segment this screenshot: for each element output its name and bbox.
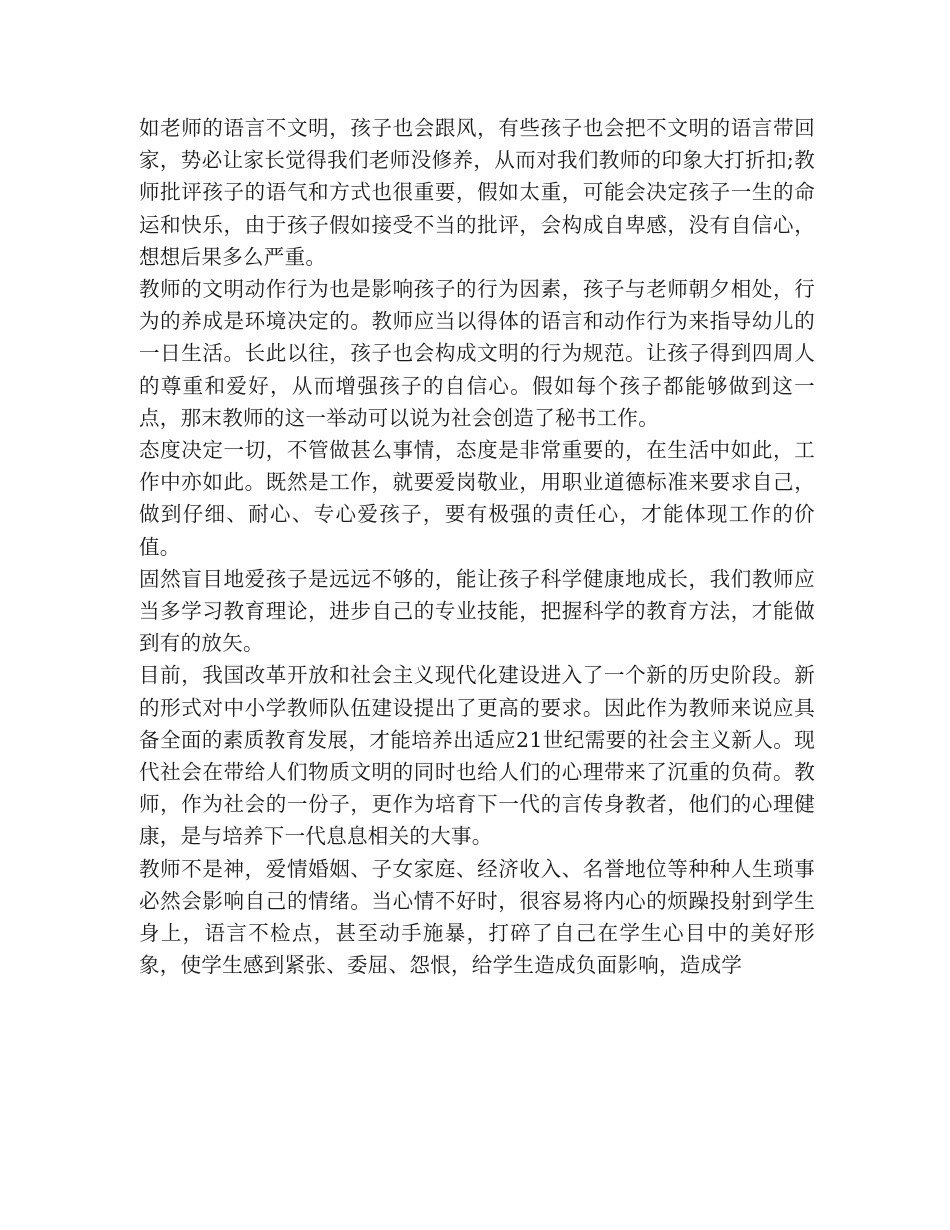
paragraph: 目前，我国改革开放和社会主义现代化建设进入了一个新的历史阶段。新的形式对中小学教师队伍建设提出了更高的要求。因此作为教师来说应具备全面的素质教育发展，才能培养出适应21世纪需要的社会主义新人。现代社会在带给人们物质文明的同时也给人们的心理带来了沉重的负荷。教师，作为社会的一份子，更作为培育下一代的言传身教者，他们的心理健康，是与培养下一代息息相关的大事。 xyxy=(139,663,815,849)
paragraph: 固然盲目地爱孩子是远远不够的，能让孩子科学健康地成长，我们教师应当多学习教育理论，进步自己的专业技能，把握科学的教育方法，才能做到有的放矢。 xyxy=(139,566,815,656)
paragraph: 态度决定一切，不管做甚么事情，态度是非常重要的，在生活中如此，工作中亦如此。既然是工作，就要爱岗敬业，用职业道德标准来要求自己，做到仔细、耐心、专心爱孩子，要有极强的责任心，才能体现工作的价值。 xyxy=(139,438,815,559)
document-body xyxy=(139,112,815,981)
paragraph: 如老师的语言不文明，孩子也会跟风，有些孩子也会把不文明的语言带回家，势必让家长觉得我们老师没修养，从而对我们教师的印象大打折扣;教师批评孩子的语气和方式也很重要，假如太重，可能会决定孩子一生的命运和快乐，由于孩子假如接受不当的批评，会构成自卑感，没有自信心，想想后果多么严重。 xyxy=(139,116,815,269)
paragraph: 教师不是神，爱情婚姻、子女家庭、经济收入、名誉地位等种种人生琐事必然会影响自己的情绪。当心情不好时，很容易将内心的烦躁投射到学生身上，语言不检点，甚至动手施暴，打碎了自己在学生心目中的美好形象，使学生感到紧张、委屈、怨恨，给学生造成负面影响，造成学 xyxy=(139,856,815,978)
paragraph: 教师的文明动作行为也是影响孩子的行为因素，孩子与老师朝夕相处，行为的养成是环境决定的。教师应当以得体的语言和动作行为来指导幼儿的一日生活。长此以往，孩子也会构成文明的行为规范。让孩子得到四周人的尊重和爱好，从而增强孩子的自信心。假如每个孩子都能够做到这一点，那末教师的这一举动可以说为社会创造了秘书工作。 xyxy=(139,277,815,430)
